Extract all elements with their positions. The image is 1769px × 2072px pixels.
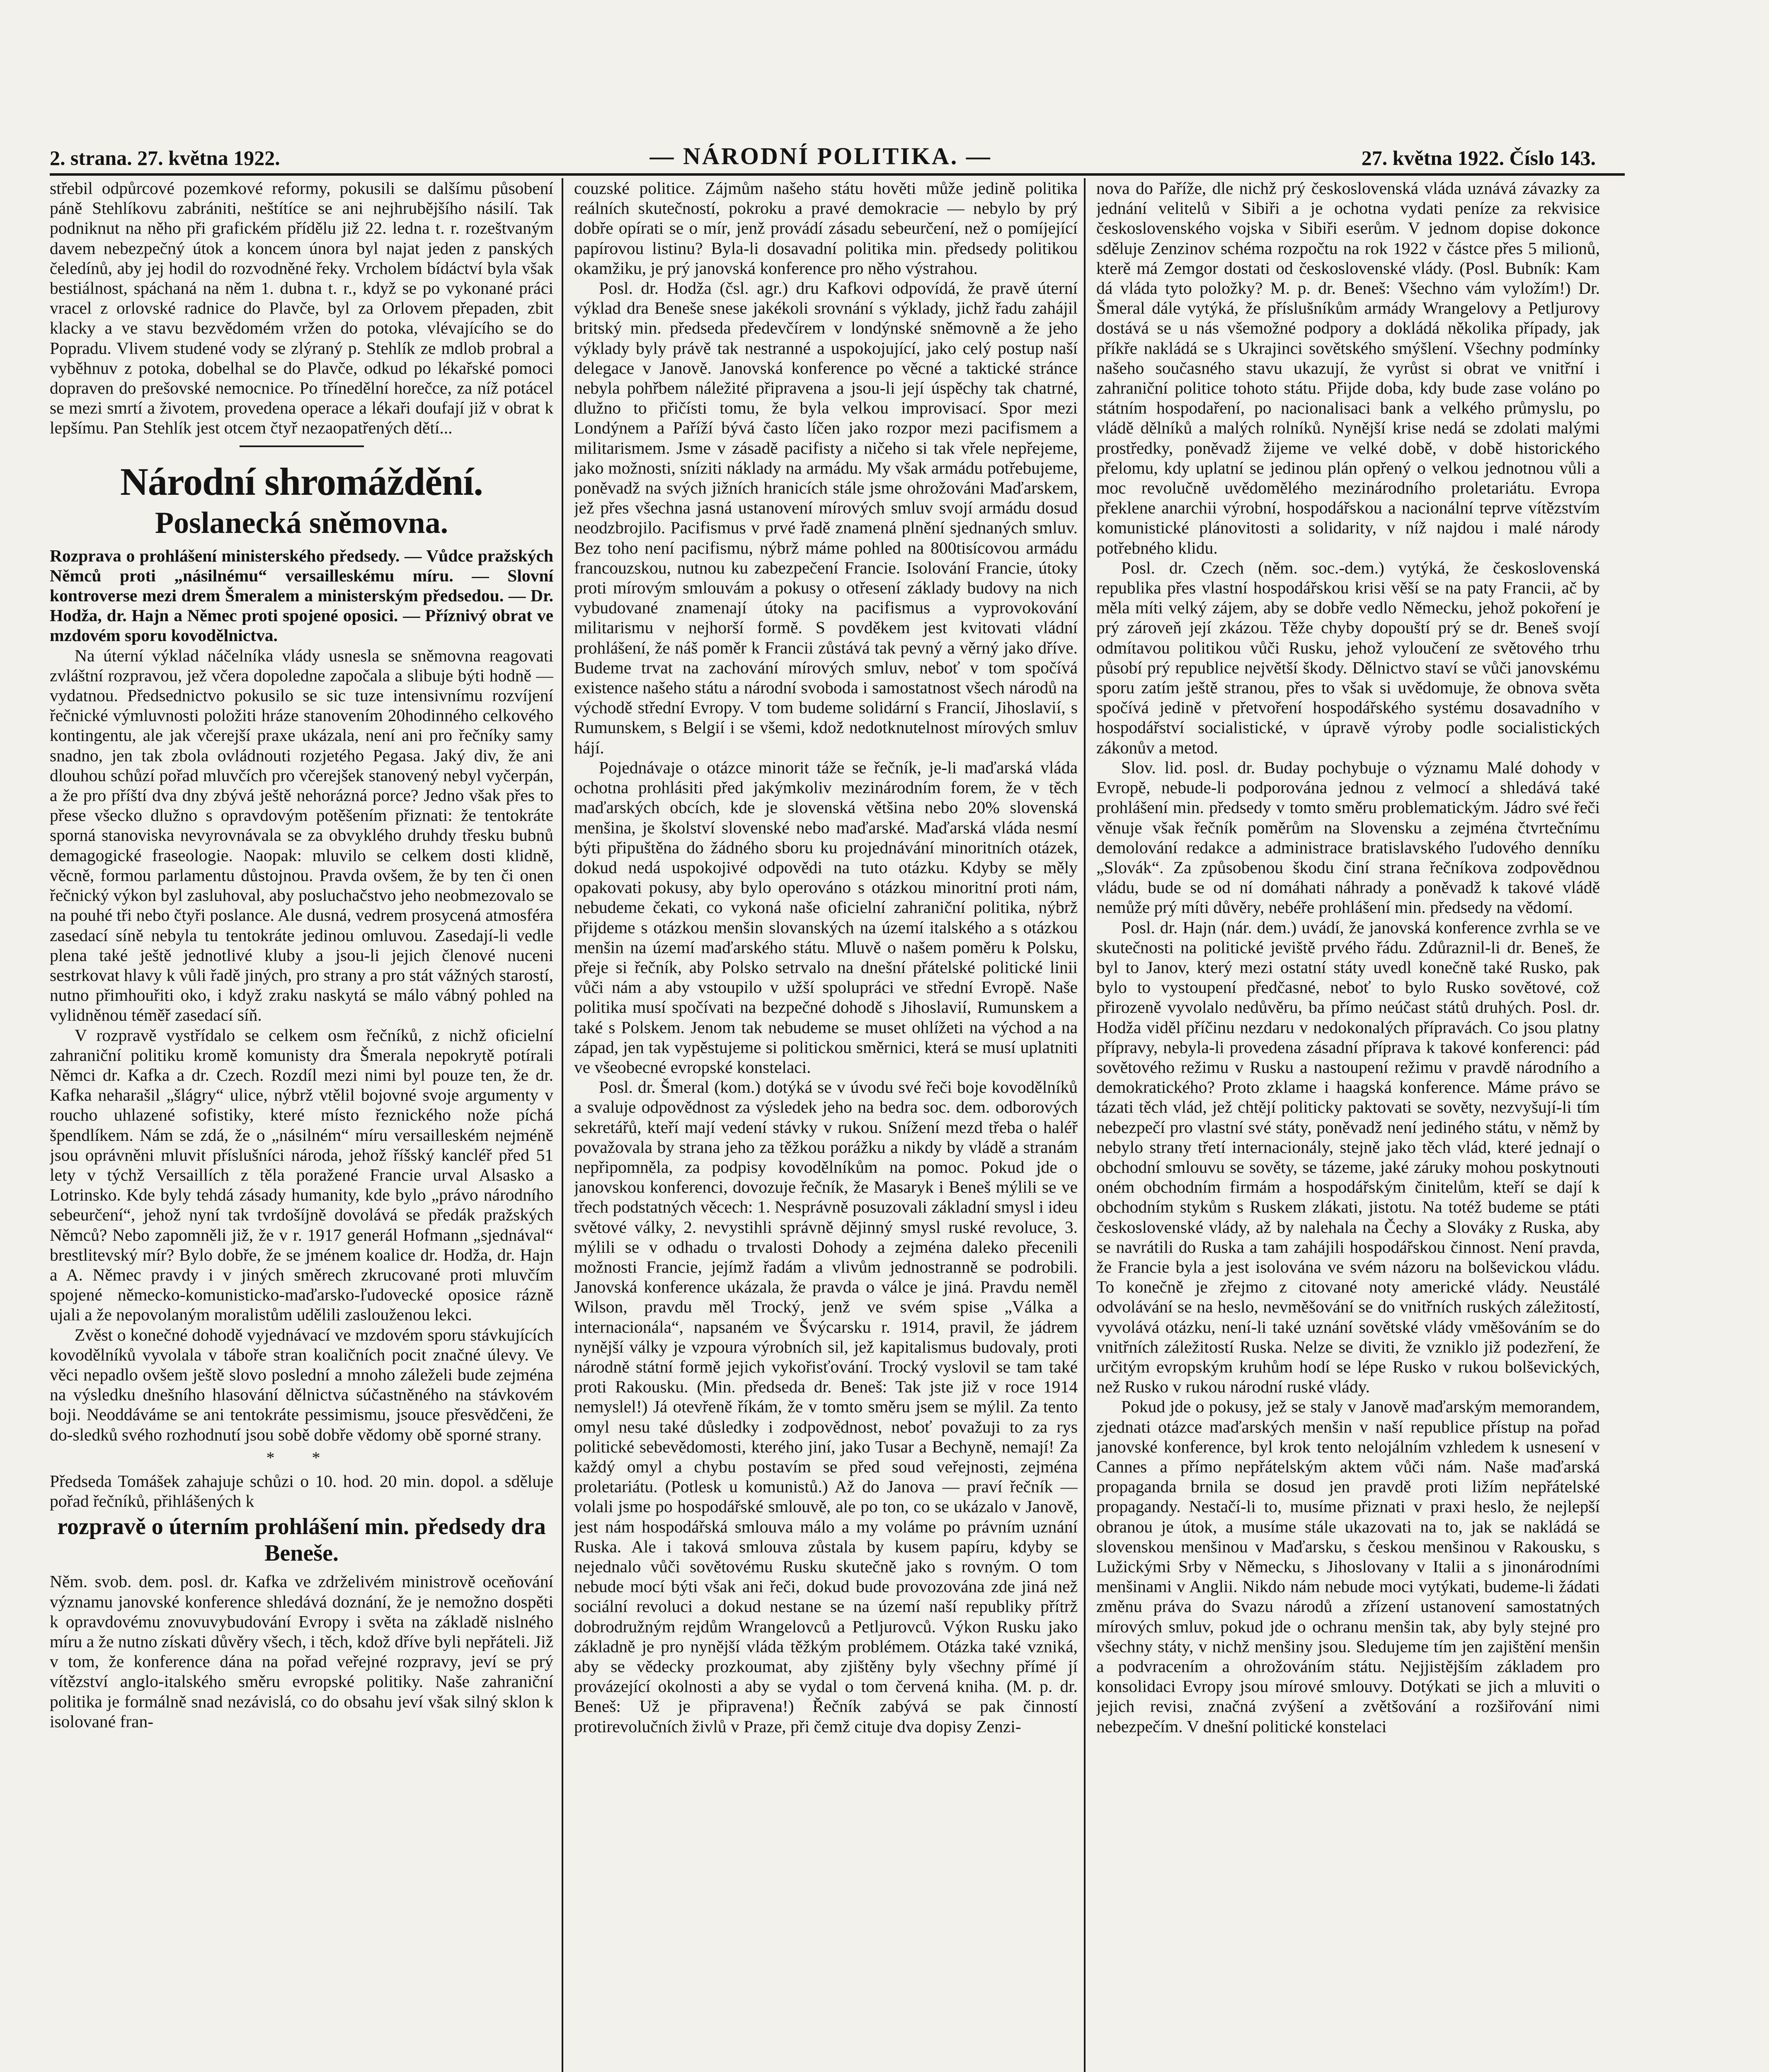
masthead-title: — NÁRODNÍ POLITIKA. — bbox=[649, 143, 992, 169]
article-continuation: střebil odpůrcové pozemkové reformy, pokusili se dalšímu působení páně Stehlíkovu zabrániti, neštítíce se ani nejhrubějšího násilí. Tak podniknut na něho při grafickém přídělu již 22. ledna t. r. rozeštvaným davem nebezpečný útok a koncem února byl najat jeden z panských čeledínů, aby jej hodil do rozvodněné řeky. Vrcholem bídáctví byla však bestiálnost, spáchaná na něm 1. dubna t. r., když se po vykonané práci vracel z orlovské radnice do Plavče, byl za Orlovem přepaden, zbit klacky a ve stavu bezvědomém vržen do potoka, vlévajícího se do Popradu. Vlivem studené vody se zlýraný p. Stehlík ze mdlob probral a vyběhnuv z potoka, dobelhal se do Plavče, odkud po lékařské pomoci dopraven do prešovské nemocnice. Po třínedělní horečce, za níž potácel se mezi smrtí a životem, provedena operace a lékaři doufají již v obrat k lepšímu. Pan Stehlík jest otcem čtyř nezaopatřených dětí... bbox=[50, 179, 553, 438]
star-separator: * * bbox=[266, 1448, 337, 1467]
paragraph: Posl. dr. Hodža (čsl. agr.) dru Kafkovi odpovídá, že pravě úterní výklad dra Beneše snese jakékoli srovnání s výklady, jichž řadu zahájil britský min. předseda předevčírem v londýnské sněmovně a že jeho výklady byly právě tak nestranné a uspokojující, jako celý postup naší delegace v Janově. Janovská konference po věcné a taktické stránce nebyla pohřbem náležité připravena a jsou-li její úspěchy tak chatrné, dlužno to přičísti tomu, že byla velkou improvisací. Spor mezi Londýnem a Paříží bývá často líčen jako rozpor mezi pacifismem a militarismem. Jsme v zásadě pacifisty a ničeho si tak vřele nepřejeme, jako možnosti, sníziti náklady na armádu. My však armádu potřebujeme, poněvadž na svých jižních hranicích stále jsme ohrožováni Maďarskem, jež přes všechna jasná ustanovení mírových smluv svojí armádu dosud neodzbrojilo. Pacifismus v prvé řadě znamená plnění sjednaných smluv. Bez toho není pacifismu, nýbrž máme pohled na 800tisícovou armádu francouzskou, nutnou ku zabezpečení Francie. Isolování Francie, útoky proti mírovým smlouvám a pokusy o otřesení základy budovy na nich vybudované znamenají útoky na pacifismus a vyprovokování militarismu v nejhorší formě. S povděkem jest kvitovati vládní prohlášení, že náš poměr k Francii zůstává tak pevný a věrný jako dříve. Budeme trvat na zachování mírových smluv, neboť v tom spočívá existence našeho státu a národní svoboda i samostatnost všech národů na východě střední Evropy. V tom budeme solidární s Francií, Jihoslavií, s Rumunskem, s Belgií i se všemi, kdož nedotknutelnost mírových smluv hájí. bbox=[574, 278, 1078, 757]
section-title: Národní shromáždění. bbox=[120, 460, 483, 503]
paragraph: Pojednávaje o otázce minorit táže se řečník, je-li maďarská vláda ochotna prohlásiti před jakýmkoliv mezinárodním forem, že v těch maďarských obcích, kde je slovenská většina nebo 20% slovenská menšina, je školství slovenské nebo maďarské. Maďarská vláda nesmí býti připuštěna do žádného sboru ku projednávání minoritních otázek, dokud nedá uspokojivé odpovědi na tuto otázku. Kdyby se měly opakovati pokusy, aby bylo operováno s otázkou minoritní proti nám, nebudeme čekati, co vykoná naše oficielní zahraniční politika, nýbrž přijdeme s otázkou menšin slovanských na území italského a s otázkou menšin na území maďarského státu. Mluvě o našem poměru k Polsku, přeje si řečník, aby Polsko setrvalo na dnešní přátelské politické linii vůči nám a aby vstoupilo v užší spolupráci ve střední Evropě. Naše politika musí spočívati na bezpečné dohodě s Jihoslavií, Rumunskem a také s Polskem. Jenom tak nebudeme se muset ohlížeti na východ a na západ, jen tak vypěstujeme si politickou směrnici, která se musí uplatniti ve všeobecné evropské konstelaci. bbox=[574, 758, 1078, 1077]
column-2 bbox=[574, 178, 1078, 2072]
paragraph: Posl. dr. Czech (něm. soc.-dem.) vytýká, že československá republika přes vlastní hospodářskou krisi věší se na paty Francii, ač by měla míti velký zájem, aby se dobře vedlo Německu, jehož pokoření je prý zároveň její zkázou. Těže chyby dopouští prý se dr. Beneš svojí odmítavou politikou vůči Rusku, jehož vyloučení ze světového trhu působí prý republice největší škody. Dělnictvo staví se vůči janovskému sporu zatím ještě stranou, přes to však si uvědomuje, že obnova světa spočívá jedině v přetvoření hospodářského systému dosavadního v hospodářství socialistické, v úpravě výroby podle socialistických zákonův a metod. bbox=[1096, 558, 1600, 757]
paragraph: Posl. dr. Hajn (nár. dem.) uvádí, že janovská konference zvrhla se ve skutečnosti na politické jeviště prvého řádu. Zdůraznil-li dr. Beneš, že byl to Janov, který mezi ostatní státy uvedl konečně také Rusko, pak bylo to vystoupení předčasné, neboť to bylo Rusko sovětové, což přirozeně vyvolalo nedůvěru, ba přímo neúčast států druhých. Posl. dr. Hodža viděl příčinu nezdaru v nedokonalých přípravách. Co jsou platny přípravy, nebyla-li provedena zásadní příprava k takové konferenci: pád sovětového režimu v Rusku a nastoupení režimu v pravdě národního a demokratického? Proto zklame i haagská konference. Máme právo se tázati těch vlád, jež chtějí politicky paktovati se sověty, nezvyšují-li tím nebezpečí pro vlastní své státy, poněvadž není jediného státu, v němž by nebylo strany třetí internacionály, stejně jako těch vlád, které jednají o obchodní smlouvu se sověty, se tázeme, jaké záruky mohou poskytnouti oném obchodním firmám a hospodářským činitelům, kteří se dají k obchodním stykům s Ruskem zlákati, jistotu. Na totéž budeme se ptáti československé vlády, až by nalehala na Čechy a Slováky z Ruska, aby se navrátili do Ruska a tam zahájili hospodářskou činnost. Není pravda, že Francie byla a jest isolována ve svém názoru na bolševickou vládu. To konečně je zřejmo z citované noty americké vlády. Neustálé odvolávání se na heslo, nevměšování se do vnitřních ruských záležitostí, vyvolává otázku, není-li také uznání sovětské vlády vměšováním se do vnitřních záležitostí Ruska. Nelze se diviti, že vzniklo již podezření, že určitým evropským kruhům hodí se lépe Rusko v rukou bolševických, než Rusko v rukou národní ruské vlády. bbox=[1096, 917, 1600, 1397]
paragraph: Slov. lid. posl. dr. Buday pochybuje o významu Malé dohody v Evropě, nebude-li podporována jednou z velmocí a shledává také prohlášení min. předsedy v tomto směru problematickým. Jádro své řeči věnuje však řečník poměrům na Slovensku a zejména čtvrtečnímu demolování redakce a administrace bratislavského ľudového denníku „Slovák“. Za způsobenou škodu činí strana řečníkova zodpovědnou vládu, bude se od ní domáhati náhrady a poněvadž k takové vládě nemůže prý míti důvěry, nebéře prohlášení min. předsedy na vědomí. bbox=[1096, 758, 1600, 917]
paragraph: Něm. svob. dem. posl. dr. Kafka ve zdrželivém ministrově oceňování významu janovské konference shledává doznání, že je nemožno dospěti k opravdovému znovuvybudování Evropy i světa na základě nislného míru a že nutno získati důvěry všech, i těch, kdož dříve byli nepřáteli. Již v tom, že konference dána na pořad veřejné rozpravy, jeví se prý vítězství anglo-italského směru evropské politiky. Naše zahraniční politika je formálně snad nezávislá, co do obsahu jeví však silný sklon k isolované fran- bbox=[50, 1572, 553, 1731]
page-header bbox=[50, 133, 1596, 170]
paragraph: Předseda Tomášek zahajuje schůzi o 10. hod. 20 min. dopol. a sděluje pořad řečníků, přihlášených k bbox=[50, 1471, 553, 1511]
column-1 bbox=[50, 178, 553, 2072]
header-rule bbox=[50, 173, 1625, 176]
column-separator bbox=[562, 178, 563, 2072]
paragraph: Na úterní výklad náčelníka vlády usnesla se sněmovna reagovati zvláštní rozpravou, jež včera dopoledne započala a slibuje býti hodně — vydatnou. Předsednictvo pokusilo se sic tuze intensivnímu rozvíjení řečnické výmluvnosti položiti hráze stanovením 20hodinného celkového kontingentu, ale jak včerejší praxe ukázala, není ani pro řečníky samy snadno, jen tak zbola ovládnouti rozjetého Pegasa. Jaký div, že ani dlouhou schůzí pořad mluvčích pro včerejšek stanovený nebyl vyčerpán, a že pro příští dva dny zbývá ještě nehorázná porce? Jedno však přes to přese všecko dlužno s opravdovým potěšením přiznati: že tentokráte sporná stanoviska nevyrovnávala se za obvyklého druhdy třesku bubnů demagogické fraseologie. Naopak: mluvilo se celkem dosti klidně, věcně, formou parlamentu důstojnou. Pravda ovšem, že by ten či onen řečnický výkon byl zasluhoval, aby posluchačstvo jeho neobmezovalo se na pouhé tři nebo čtyři poslance. Ale dusná, vedrem prosycená atmosféra zasedací síně nebyla tu tentokráte jedinou omluvou. Zasedají-li vedle plena také ještě jednotlivé kluby a jsou-li jejich členové nuceni sestrkovat hlavy k vůli řadě jiných, pro strany a pro stát vážných starostí, nutno přimhouřiti oko, i když zraku naskytá se málo vábný pohled na vylidněnou téměř zasedací síň. bbox=[50, 646, 553, 1025]
paragraph: Posl. dr. Šmeral (kom.) dotýká se v úvodu své řeči boje kovodělníků a svaluje odpovědnost za výsledek jeho na bedra soc. dem. odborových sekretářů, kteří mají vedení stávky v rukou. Snížení mezd třeba o haléř považovala by strana jeho za těžkou porážku a nikdy by vládě a stranám nepřipomněla, za podpisy kovodělníkům na pomoc. Pokud jde o janovskou konferenci, dovozuje řečník, že Masaryk i Beneš mýlili se ve třech podstatných věcech: 1. Nesprávně posuzovali základní smysl i ideu světové války, 2. nevystihli správně dějinný smysl ruské revoluce, 3. mýlili se v odhadu o trvalosti Dohody a zejména daleko přecenili možnosti Francie, jejímž řadám a vlivům jednostranně se podrobili. Janovská konference ukázala, že pravda o válce je jiná. Pravdu neměl Wilson, pravdu měl Trocký, jenž ve svém spise „Válka a internacionála“, napsaném ve Švýcarsku r. 1914, pravil, že jádrem nynější války je vzpoura výrobních sil, jež kapitalismus budovaly, proti národně státní formě jejich vykořisťování. Trocký vyslovil se tam také proti Rakousku. (Min. předseda dr. Beneš: Tak jste již v roce 1914 nemyslel!) Já otevřeně říkám, že v tomto směru jsem se mýlil. Za tento omyl nesu také důsledky i zodpovědnost, neboť považuji to za rys politické sebevědomosti, kterého jiní, jako Tusar a Bechyně, nemají! Za každý omyl a chybu postavím se před soud veřejnosti, zejména proletariátu. (Potlesk u komunistů.) Až do Janova — praví řečník — volali jsme po hospodářské smlouvě, ale po ton, co se ukázalo v Janově, jest nám hospodářská smlouva málo a my voláme po právním uznání Ruska. Ale i taková smlouva zůstala by kusem papíru, kdyby se nejednalo vůči sovětovému Rusku skutečně jako s rovným. O tom nebude mocí býti však ani řeči, dokud bude provozována zde jiná než sociální revoluci a dokud nestane se na území naší republiky přítrž dobrodružným rejdům Wrangelovců a Petljurovců. Výkon Rusku jako základně je pro nynější vláda těžkým problémem. Otázka také vzniká, aby se vědecky prozkoumat, aby zjištěny byly všechny přímé jí provázející okolnosti a aby se vydal o tom červená kniha. (M. p. dr. Beneš: Už je připravena!) Řečník zabývá se pak činností protirevolučních živlů v Praze, při čemž cituje dva dopisy Zenzi- bbox=[574, 1077, 1078, 1736]
section-subtitle: Poslanecká sněmovna. bbox=[155, 506, 448, 540]
column-3 bbox=[1096, 178, 1600, 2072]
short-divider bbox=[240, 445, 364, 447]
header-date-left: 2. strana. 27. května 1922. bbox=[50, 146, 280, 169]
paragraph: couzské politice. Zájmům našeho státu hověti může jedině politika reálních skutečností, pokroku a pravé demokracie — nebylo by prý dobře opírati se o mír, jenž provádí zásadu sebeurčení, než o pomíjející papírovou listinu? Byla-li dosavadní politika min. předsedy politikou okamžiku, je prý janovská konference pro něho výstrahou. bbox=[574, 179, 1078, 278]
paragraph: Pokud jde o pokusy, jež se staly v Janově maďarským memorandem, zjednati otázce maďarských menšin v naší republice přístup na pořad janovské konference, byl krok tento nelojálním vzhledem k usnesení v Cannes a přímo nepřátelským aktem vůči nám. Naše maďarská propaganda brnila se dosud jen pravdě proti ližím nepřátelské propagandy. Nestačí-li to, musíme přiznati v praxi heslo, že nejlepší obranou je útok, a musíme stále ukazovati na to, jak se nakládá se slovenskou menšinou v Maďarsku, s českou menšinou v Rakousku, s Lužickými Srby v Německu, s Jihoslovany v Italii a s jinonárodními menšinami v Anglii. Nikdo nám nebude moci vytýkati, budeme-li žádati změnu práva do Svazu národů a zřízení ustanovení samostatných mírových smluv, pokud jde o ochranu menšin tak, aby byly stejné pro všechny státy, v nichž menšiny jsou. Sledujeme tím jen zajištění menšin a podvracením a ohrožováním státu. Nejjistějším základem pro konsolidaci Evropy jsou mírové smlouvy. Dotýkati se jich a mluviti o jejich revisi, značná zvýšení a zvětšování a rozšiřování nimi nebezpečím. V dnešní politické konstelaci bbox=[1096, 1397, 1600, 1736]
paragraph: V rozpravě vystřídalo se celkem osm řečníků, z nichž oficielní zahraniční politiku kromě komunisty dra Šmerala nepokrytě potírali Němci dr. Kafka a dr. Czech. Rozdíl mezi nimi byl pouze ten, že dr. Kafka neharašil „šlágry“ ulice, nýbrž vtělil bojovné svoje argumenty v roucho uhlazené sofistiky, které místo řeznického nože píchá špendlíkem. Nám se zdá, že o „násilném“ míru versailleském nejméně jsou oprávněni mluvit příslušníci národa, jehož říšský kancléř před 51 lety v týchž Versaillích z těla poražené Francie urval Alsasko a Lotrinsko. Kde byly tehdá zásady humanity, kde bylo „právo národního sebeurčení“, jehož nyní tak tvrdošíjně dovolává se předák pražských Němců? Nebo zapomněli již, že v r. 1917 generál Hofmann „sjednával“ brestlitevský mír? Bylo dobře, že se jménem koalice dr. Hodža, dr. Hajn a A. Němec pravdy i v jiných směrech zkrucované proti mluvčím spojené německo-komunisticko-maďarsko-ľudovecké oposice rázně ujali a že nepovolaným moralistům udělili zaslouženou lekci. bbox=[50, 1025, 553, 1324]
column-separator bbox=[1084, 178, 1086, 2072]
paragraph: Zvěst o konečné dohodě vyjednávací ve mzdovém sporu stávkujících kovodělníků vyvolala v táboře stran koaličních pocit značné úlevy. Ve věci nepadlo ovšem ještě slovo poslední a mnoho záleželi bude zejména na výsledku dnešního hlasování dělnictva súčastněného na stávkovém boji. Neoddáváme se ani tentokráte pessimismu, jsouce přesvědčeni, že do-sledků svého rozhodnutí jsou sobě dobře vědomy obě sporné strany. bbox=[50, 1325, 553, 1444]
article-summary: Rozprava o prohlášení ministerského předsedy. — Vůdce pražských Němců proti „násilnému“ versailleskému míru. — Slovní kontroverse mezi drem Šmeralem a ministerským předsedou. — Dr. Hodža, dr. Hajn a Němec proti spojené oposici. — Příznivý obrat ve mzdovém sporu kovodělnictva. bbox=[50, 546, 553, 645]
agenda-heading: rozpravě o úterním prohlášení min. předsedy dra Beneše. bbox=[57, 1514, 546, 1566]
header-date-right: 27. května 1922. Číslo 143. bbox=[1361, 146, 1596, 169]
paragraph: nova do Paříže, dle nichž prý československá vláda uznává závazky za jednání velitelů v Sibiři a je ochotna vydati peníze za rekvisice československého vojska v Sibiři eserům. V jednom dopise dokonce sděluje Zenzinov schéma rozpočtu na rok 1922 v částce přes 5 milionů, kterě má Zemgor dostati od československé vlády. (Posl. Bubník: Kam dá vláda tyto položky? M. p. dr. Beneš: Všechno vám vyložím!) Dr. Šmeral dále vytýká, že příslušníkům armády Wrangelovy a Petljurovy dostává se u nás všemožné podpory a dokládá několika případy, jak příkře nakládá se s Ukrajinci sovětského smýšlení. Všechny podmínky našeho současného stavu ukazují, že vyrůst si obrat ve vnitřní i zahraniční politice tohoto státu. Přijde doba, kdy bude zase voláno po státním hospodaření, po nacionalisaci bank a velkého průmyslu, po vládě dělníků a malých rolníků. Nynější krise nedá se zdolati malými prostředky, poněvadž žijeme ve velké době, v době historického přelomu, kdy uplatní se jedinou plán opřený o velkou jednotnou vůli a moc revolučně uvědomělého mezinárodního proletariátu. Evropa překlene anarchii výrobní, hospodářskou a nacionální teprve vítězstvím komunistické plánovitosti a solidarity, v níž najdou i malé národy potřebného klidu. bbox=[1096, 179, 1600, 557]
